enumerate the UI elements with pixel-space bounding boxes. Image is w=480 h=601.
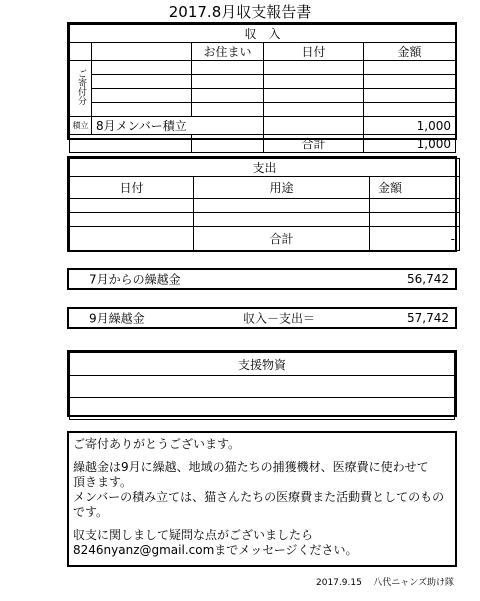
income-total-label: 合計 [264, 135, 364, 153]
message-thanks: ご寄付ありがとうございます。 [73, 437, 241, 451]
footer [316, 575, 454, 588]
expense-header-amount: 金額 [370, 177, 460, 199]
expense-header-purpose: 用途 [194, 177, 370, 199]
income-total-amount: 1,000 [364, 135, 456, 153]
income-header-amount: 金額 [364, 43, 456, 61]
donation-label: ご寄付分 [70, 61, 92, 117]
expense-section-label: 支出 [70, 159, 460, 177]
income-cell [92, 61, 192, 75]
carry-out-formula: 収入－支出＝ [243, 311, 316, 326]
carry-in-box [67, 268, 457, 290]
income-header-date: 日付 [264, 43, 364, 61]
income-header-address: お住まい [192, 43, 264, 61]
message-line: です。 [73, 505, 109, 519]
expense-total-amount: - [370, 227, 460, 251]
carry-out-box [67, 307, 457, 329]
message-line: 頂きます。 [73, 475, 133, 489]
page-title: 2017.8月収支報告書 [168, 3, 312, 21]
message-line: メンバーの積み立ては、猫さんたちの医療費また活動費としてのもの [73, 490, 445, 504]
message-line: 繰越金は9月に繰越、地域の猫たちの捕獲機材、医療費に使わせて [73, 460, 429, 474]
carry-out-amount: 57,742 [407, 311, 449, 325]
footer-org: 八代ニャンズ助け隊 [373, 578, 454, 588]
accum-item: 8月メンバー積立 [92, 117, 264, 135]
message-box [67, 431, 457, 567]
carry-out-label: 9月繰越金 [89, 311, 145, 326]
expense-header-date: 日付 [70, 177, 194, 199]
accum-amount: 1,000 [364, 117, 456, 135]
expense-total-label: 合計 [194, 227, 370, 251]
carry-in-amount: 56,742 [407, 272, 449, 286]
expense-table [67, 156, 457, 252]
support-section-label: 支援物資 [70, 353, 455, 376]
income-section-label: 収 入 [70, 25, 456, 43]
accum-label: 積立 [70, 117, 92, 135]
carry-in-label: 7月からの繰越金 [89, 272, 181, 287]
income-table [67, 22, 457, 151]
message-line: 収支に関しまして疑問な点がございましたら [73, 528, 314, 542]
support-table [67, 350, 457, 417]
footer-date: 2017.9.15 [316, 578, 362, 588]
message-contact: 8246nyanz@gmail.comまでメッセージください。 [73, 543, 358, 557]
